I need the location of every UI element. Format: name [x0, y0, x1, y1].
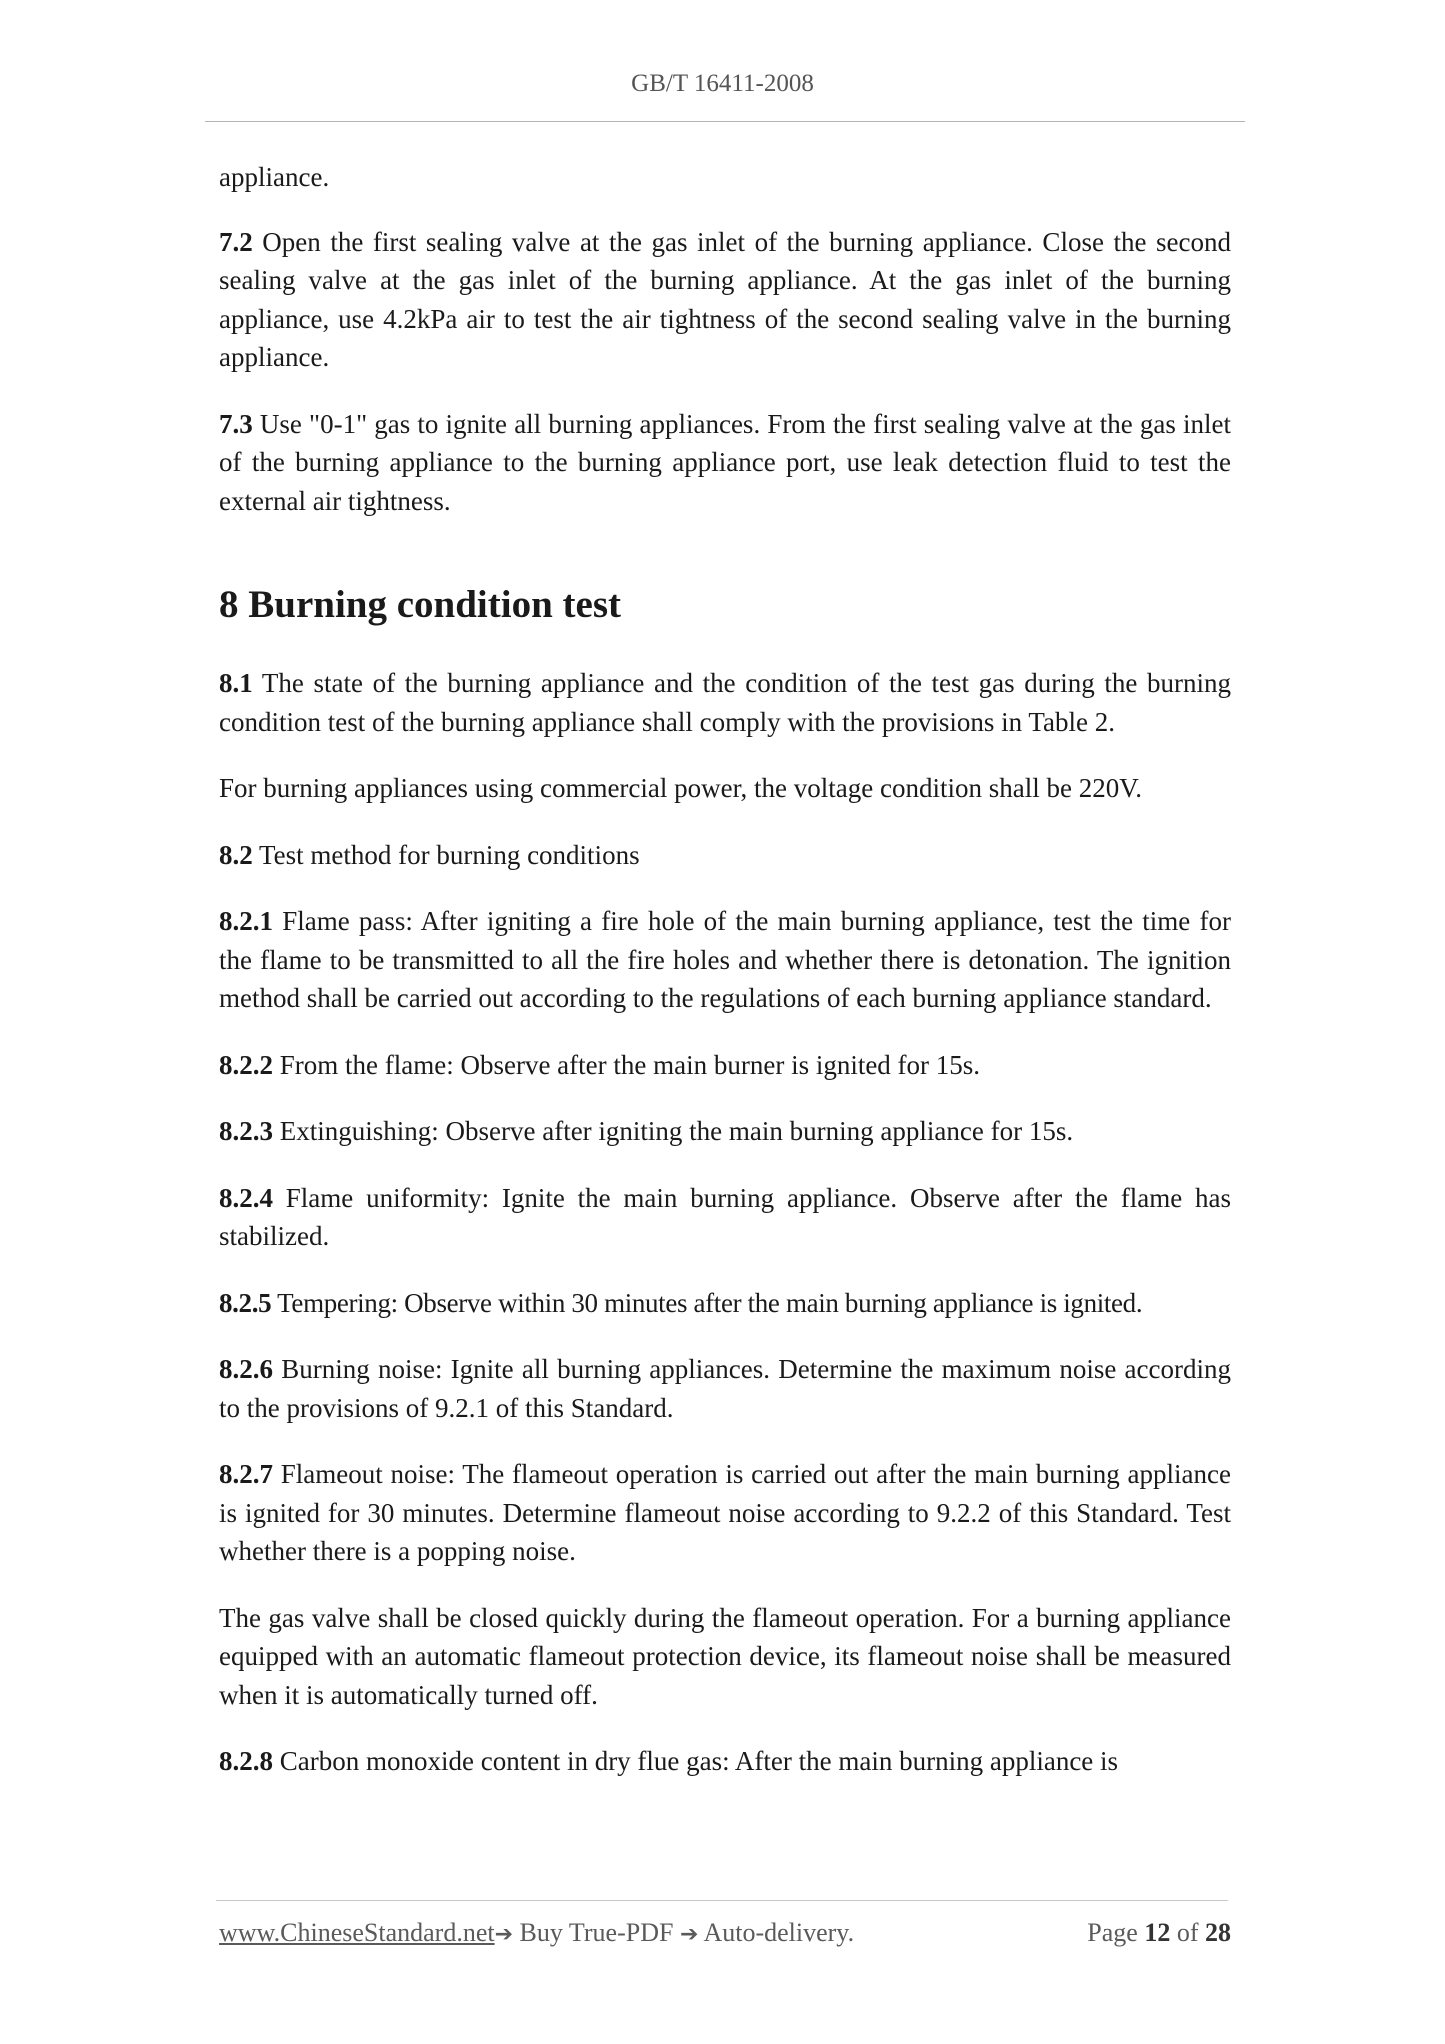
clause-8-2-3	[219, 1112, 1231, 1151]
clause-8-2-1	[219, 902, 1231, 1018]
clause-text: Extinguishing: Observe after igniting the main burning appliance for 15s.	[273, 1116, 1074, 1146]
clause-7-2	[219, 223, 1231, 377]
clause-number: 8.2.4	[219, 1182, 273, 1213]
current-page: 12	[1144, 1918, 1171, 1947]
clause-8-2-8	[219, 1742, 1231, 1781]
clause-number: 7.3	[219, 408, 253, 439]
page-label: Page	[1087, 1918, 1145, 1947]
paragraph-commercial-power: For burning appliances using commercial power, the voltage condition shall be 220V.	[219, 773, 1142, 803]
document-id-header: GB/T 16411-2008	[631, 70, 814, 97]
clause-7-3	[219, 405, 1231, 521]
clause-text: Use "0-1" gas to ignite all burning appliances. From the first sealing valve at the gas inlet of the burning appliance to the burning appliance port, use leak detection fluid to test the external air tightness.	[219, 408, 1231, 516]
clause-text: Carbon monoxide content in dry flue gas: After the main burning appliance is	[273, 1746, 1119, 1776]
arrow-right-icon: ➔	[494, 1922, 514, 1947]
site-link[interactable]: www.ChineseStandard.net	[219, 1918, 495, 1947]
clause-number: 8.2	[219, 839, 253, 870]
footer-divider	[216, 1900, 1228, 1901]
clause-text: Flame uniformity: Ignite the main burning appliance. Observe after the flame has stabilized.	[219, 1182, 1231, 1251]
clause-number: 8.2.7	[219, 1459, 273, 1489]
clause-text: Flameout noise: The flameout operation is carried out after the main burning appliance is ignited for 30 minutes. Determine flameout noise according to 9.2.2 of this Standard. Test whether there is a popping noise.	[219, 1459, 1231, 1566]
page-body	[219, 158, 1231, 1809]
clause-number: 8.2.6	[219, 1354, 273, 1384]
clause-text: Burning noise: Ignite all burning appliances. Determine the maximum noise according to the provisions of 9.2.1 of this Standard.	[219, 1354, 1231, 1423]
of-label: of	[1170, 1918, 1205, 1947]
clause-number: 8.2.8	[219, 1746, 273, 1776]
clause-text: Flame pass: After igniting a fire hole of the main burning appliance, test the time for the flame to be transmitted to all the fire holes and whether there is detonation. The ignition method shall be carried out according to the regulations of each burning appliance standard.	[219, 906, 1231, 1013]
clause-8-2	[219, 836, 1231, 875]
header-divider	[205, 121, 1245, 122]
clause-text: From the flame: Observe after the main burner is ignited for 15s.	[273, 1049, 981, 1080]
clause-8-2-7	[219, 1455, 1231, 1571]
clause-8-2-4	[219, 1179, 1231, 1256]
footer-promo	[219, 1918, 854, 1948]
clause-text: Tempering: Observe within 30 minutes after the main burning appliance is ignited.	[271, 1287, 1143, 1318]
section-heading-8: 8 Burning condition test	[219, 583, 621, 626]
clause-8-2-5	[219, 1284, 1231, 1323]
total-pages: 28	[1205, 1918, 1231, 1947]
clause-number: 8.1	[219, 668, 253, 698]
clause-8-1	[219, 664, 1231, 741]
clause-number: 7.2	[219, 226, 253, 257]
clause-text: Test method for burning conditions	[252, 839, 640, 870]
clause-8-2-2	[219, 1046, 1231, 1085]
clause-number: 8.2.5	[219, 1287, 272, 1318]
arrow-right-icon: ➔	[679, 1922, 699, 1947]
delivery-text: Auto-delivery.	[698, 1918, 855, 1947]
clause-text: The state of the burning appliance and the condition of the test gas during the burning condition test of the burning appliance shall comply with the provisions in Table 2.	[219, 668, 1231, 737]
page-number	[1087, 1918, 1231, 1948]
clause-number: 8.2.2	[219, 1049, 273, 1080]
paragraph-gas-valve: The gas valve shall be closed quickly during the flameout operation. For a burning appliance equipped with an automatic flameout protection device, its flameout noise shall be measured when it is automatically turned off.	[219, 1602, 1231, 1710]
continued-text: appliance.	[219, 162, 330, 192]
clause-number: 8.2.3	[219, 1116, 273, 1146]
clause-8-2-6	[219, 1350, 1231, 1427]
clause-number: 8.2.1	[219, 906, 273, 936]
buy-text: Buy True-PDF	[513, 1918, 680, 1947]
clause-text: Open the first sealing valve at the gas inlet of the burning appliance. Close the second sealing valve at the gas inlet of the burning appliance. At the gas inlet of the burning appliance, use 4.2kPa air to test the air tightness of the second sealing valve in the burning appliance.	[219, 226, 1231, 372]
